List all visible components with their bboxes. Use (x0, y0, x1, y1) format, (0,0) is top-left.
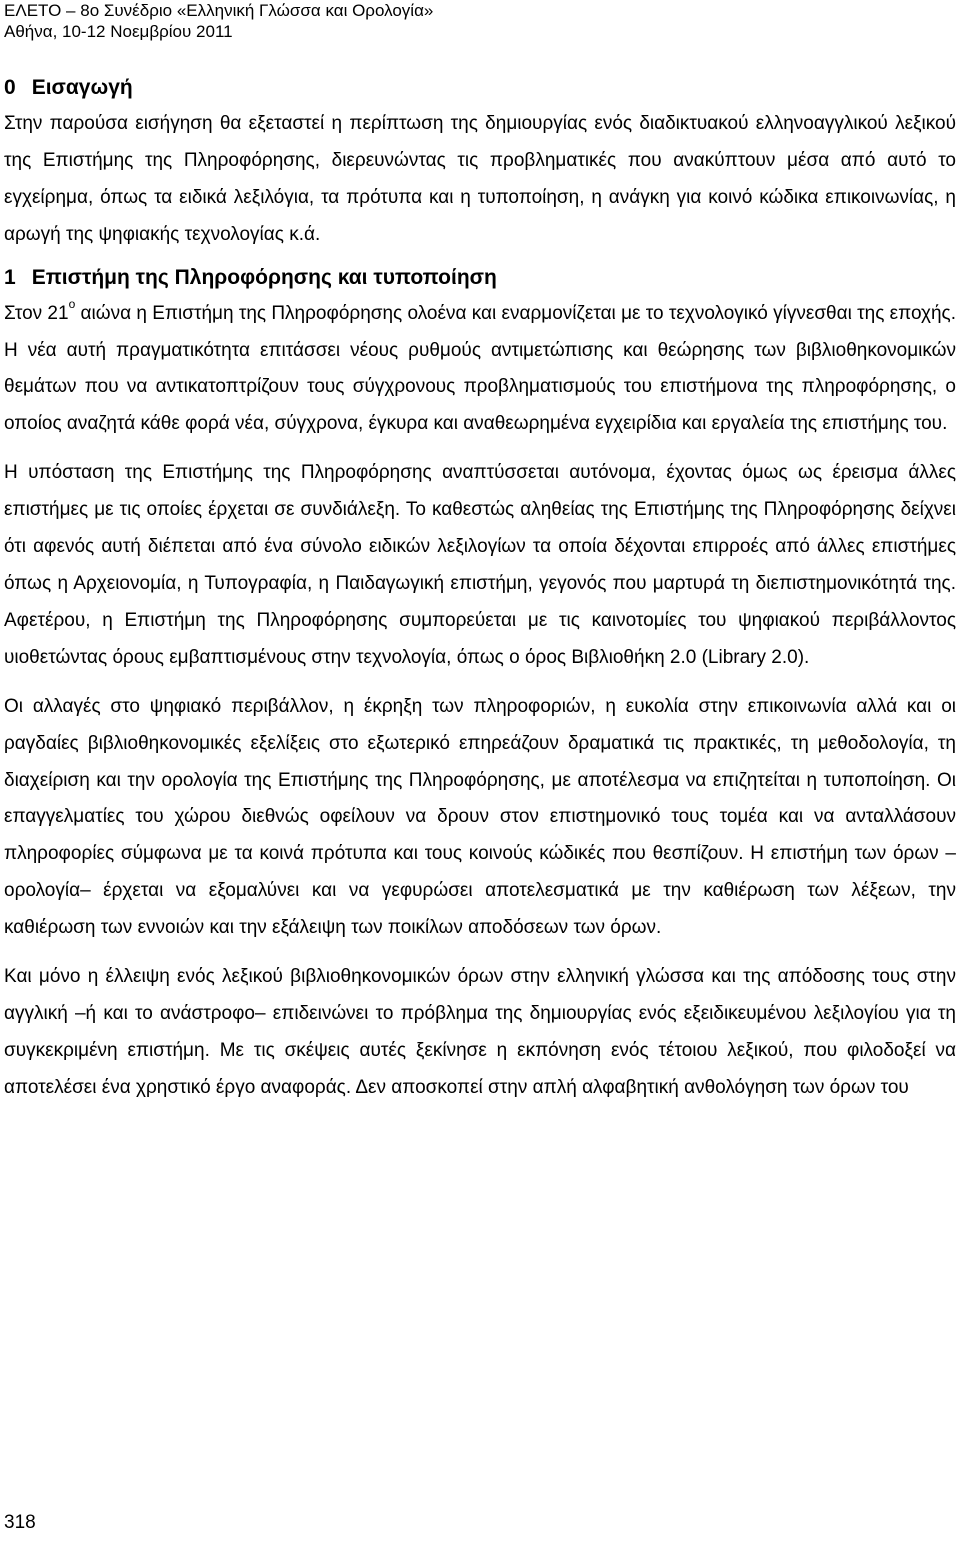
paragraph-text: Στον 21 (4, 302, 69, 324)
section-number: 0 (4, 76, 16, 99)
ordinal-superscript: ο (68, 296, 76, 311)
paragraph: Στην παρούσα εισήγηση θα εξεταστεί η περίπτωση της δημιουργίας ενός διαδικτυακού ελληνοαγγλικού λεξικού της Επιστήμης της Πληροφόρησης, διερευνώντας τις προβληματικές που ανακύπτουν μέσα από αυτό το εγχείρημα, όπως τα ειδικά λεξιλόγια, τα πρότυπα και η τυποποίηση, η ανάγκη για κοινό κώδικα επικοινωνίας, η αρωγή της ψηφιακής τεχνολογίας κ.ά. (4, 113, 956, 245)
paragraph-text: αιώνα η Επιστήμη της Πληροφόρησης ολοένα και εναρμονίζεται με το τεχνολογικό γίγνεσθαι της εποχής. Η νέα αυτή πραγματικότητα επιτάσσει νέους ρυθμούς αντιμετώπισης και θεώρησης των βιβλιοθηκονομικών θεμάτων που να αντικατοπτρίζουν τους σύγχρονους προβληματισμούς του επιστήμονα της πληροφόρησης, ο οποίος αναζητά κάθε φορά νέα, σύγχρονα, έγκυρα και αναθεωρημένα εγχειρίδια και εργαλεία της επιστήμης του. (4, 302, 956, 435)
section-title: Επιστήμη της Πληροφόρησης και τυποποίηση (31, 265, 497, 289)
section-heading-information-science (4, 260, 956, 296)
conference-title: ΕΛΕΤΟ – 8ο Συνέδριο «Ελληνική Γλώσσα και Ορολογία» (4, 1, 434, 20)
page-number: 318 (4, 1512, 36, 1533)
paragraph: Και μόνο η έλλειψη ενός λεξικού βιβλιοθηκονομικών όρων στην ελληνική γλώσσα και της απόδοσης τους στην αγγλική –ή και το ανάστροφο– επιδεινώνει το πρόβλημα της δημιουργίας ενός εξειδικευμένου λεξιλογίου για τη συγκεκριμένη επιστήμη. Με τις σκέψεις αυτές ξεκίνησε η εκπόνηση ενός τέτοιου λεξικού, που φιλοδοξεί να αποτελέσει ένα χρηστικό έργο αναφοράς. Δεν αποσκοπεί στην απλή αλφαβητική ανθολόγηση των όρων του (4, 966, 956, 1098)
section-number: 1 (4, 265, 16, 289)
body-text (4, 70, 956, 1107)
section-title: Εισαγωγή (31, 76, 133, 99)
conference-place-date: Αθήνα, 10-12 Νοεμβρίου 2011 (4, 22, 233, 41)
paragraph: Η υπόσταση της Επιστήμης της Πληροφόρησης αναπτύσσεται αυτόνομα, έχοντας όμως ως έρεισμα άλλες επιστήμες με τις οποίες έρχεται σε συνδιάλεξη. Το καθεστώς αληθείας της Επιστήμης της Πληροφόρησης δείχνει ότι αφενός αυτή διέπεται από ένα σύνολο ειδικών λεξιλογίων τα οποία δέχονται επιρροές από άλλες επιστήμες όπως η Αρχειονομία, η Τυπογραφία, η Παιδαγωγική επιστήμη, γεγονός που μαρτυρά τη διεπιστημονικότητά της. Αφετέρου, η Επιστήμη της Πληροφόρησης συμπορεύεται με τις καινοτομίες του ψηφιακού περιβάλλοντος υιοθετώντας όρους εμβαπτισμένους στην τεχνολογία, όπως ο όρος Βιβλιοθήκη 2.0 (Library 2.0). (4, 462, 956, 668)
paragraph (4, 296, 956, 444)
paragraph: Οι αλλαγές στο ψηφιακό περιβάλλον, η έκρηξη των πληροφοριών, η ευκολία στην επικοινωνία αλλά και οι ραγδαίες βιβλιοθηκονομικές εξελίξεις στο εξωτερικό επηρεάζουν δραματικά τις πρακτικές, τη μεθοδολογία, τη διαχείριση και την ορολογία της Επιστήμης της Πληροφόρησης, με αποτέλεσμα να επιζητείται η τυποποίηση. Οι επαγγελματίες του χώρου διεθνώς οφείλουν να δρουν στον επιστημονικό τους τομέα και να ανταλλάσουν πληροφορίες σύμφωνα με τα κοινά πρότυπα και τους κοινούς κώδικές που θεσπίζουν. Η επιστήμη των όρων –ορολογία– έρχεται να εξομαλύνει και να γεφυρώσει αποτελεσματικά με την καθιέρωση των λέξεων, την καθιέρωση των εννοιών και την εξάλειψη των ποικίλων αποδόσεων των όρων. (4, 695, 956, 939)
running-header (4, 0, 433, 42)
section-heading-introduction (4, 70, 956, 106)
